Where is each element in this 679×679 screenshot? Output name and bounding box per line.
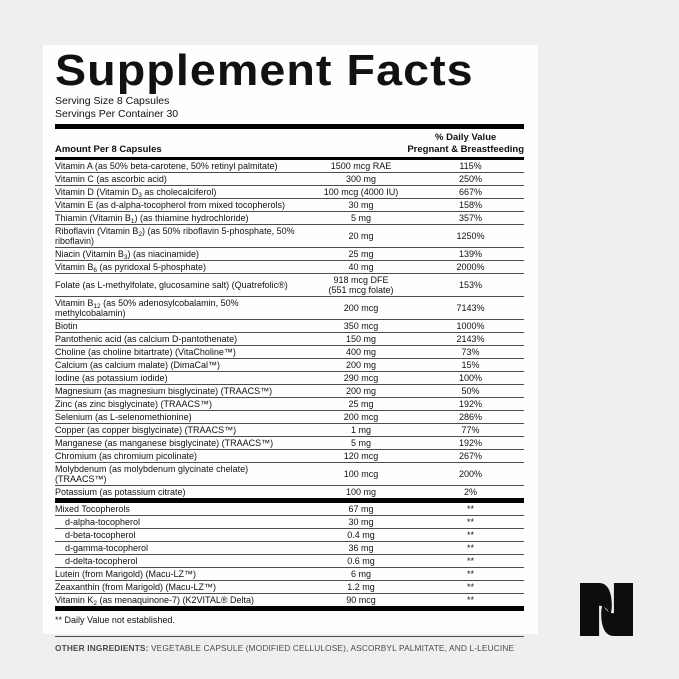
serving-size: Serving Size 8 Capsules [55,95,170,107]
nutrient-name: Choline (as choline bitartrate) (VitaCholine™) [55,347,236,357]
nutrient-daily-value: ** [466,517,474,527]
nutrient-name: Mixed Tocopherols [55,504,130,514]
needed-n-logo-icon [580,583,633,636]
other-ingredients-label: OTHER INGREDIENTS: [55,643,149,653]
nutrient-name: Molybdenum (as molybdenum glycinate chelate) (TRAACS™) [55,464,249,484]
nutrient-name: Zinc (as zinc bisglycinate) (TRAACS™) [55,399,213,409]
nutrient-amount: 67 mg [348,504,374,514]
nutrient-amount: 100 mcg (4000 IU) [323,187,399,197]
nutrient-name: Vitamin $B_{12}$ (as 50% adenosylcobalamin, 50% methylcobalamin) [55,298,239,318]
nutrient-daily-value: 158% [458,200,483,210]
table-row [55,581,524,594]
nutrient-name: Niacin (Vitamin $B_3$) (as niacinamide) [55,249,200,261]
nutrient-daily-value: ** [466,595,474,605]
nutrient-daily-value: 1000% [456,321,485,331]
supplement-facts-label [43,45,538,653]
nutrient-amount: 350 mcg [343,321,379,331]
table-row [55,437,524,450]
nutrient-amount: 90 mcg [346,595,376,605]
nutrient-daily-value: 286% [458,412,483,422]
nutrient-amount: 20 mg [348,231,374,241]
nutrient-amount: 290 mcg [343,373,379,383]
header-daily-value-line1: % Daily Value [435,132,497,143]
table-row [55,199,524,212]
nutrient-name: Vitamin $K_2$ (as menaquinone-7) (K2VITAL® Delta) [55,595,255,607]
table-row [55,261,524,274]
nutrient-daily-value: 2% [463,487,477,497]
table-row [55,297,524,320]
nutrient-daily-value: 139% [458,249,483,259]
table-row [55,450,524,463]
nutrient-name: Vitamin D (Vitamin $D_3$ as cholecalciferol) [55,187,217,199]
nutrient-amount: 1500 mcg RAE [330,161,392,171]
nutrient-amount: 1 mg [350,425,371,435]
header-daily-value-line2: Pregnant & Breastfeeding [407,143,524,155]
table-row [55,411,524,424]
table-row [55,160,524,173]
nutrient-daily-value: 192% [458,399,483,409]
table-row [55,212,524,225]
nutrient-amount: 100 mcg [343,469,379,479]
nutrient-amount: 100 mg [345,487,377,497]
table-row [55,320,524,333]
table-row [55,568,524,581]
nutrient-daily-value: 100% [458,373,483,383]
table-row [55,555,524,568]
table-row [55,385,524,398]
table-row [55,225,524,248]
nutrient-name: Copper (as copper bisglycinate) (TRAACS™) [55,425,237,435]
table-header [55,129,524,157]
nutrient-name: d-beta-tocopherol [65,530,136,540]
divider-bar-thick-bottom [55,606,524,611]
nutrient-amount: 36 mg [348,543,374,553]
nutrient-daily-value: 77% [461,425,480,435]
servings-per-container: Servings Per Container 30 [55,108,179,120]
nutrient-daily-value: 50% [461,386,480,396]
other-ingredients-divider [55,636,524,637]
nutrient-name: Lutein (from Marigold) (Macu-LZ™) [55,569,197,579]
table-row [55,333,524,346]
nutrient-daily-value: 2000% [456,262,485,272]
nutrient-daily-value: ** [466,543,474,553]
nutrient-name: d-delta-tocopherol [65,556,138,566]
nutrient-amount: 120 mcg [343,451,379,461]
nutrient-name: Vitamin E (as d-alpha-tocopherol from mixed tocopherols) [55,200,285,210]
table-row [55,424,524,437]
nutrient-amount: 150 mg [345,334,377,344]
nutrient-name: Selenium (as L-selenomethionine) [55,412,192,422]
nutrient-daily-value: 357% [458,213,483,223]
nutrient-name: Folate (as L-methylfolate, glucosamine salt) (Quatrefolic®) [55,280,288,290]
nutrient-daily-value: ** [466,530,474,540]
nutrient-name: Magnesium (as magnesium bisglycinate) (TRAACS™) [55,386,273,396]
nutrient-amount: 25 mg [348,249,374,259]
nutrient-amount: 30 mg [348,517,374,527]
nutrient-daily-value: 73% [461,347,480,357]
nutrients-table-main [55,160,524,498]
table-row [55,594,524,606]
nutrient-amount: 200 mg [345,360,377,370]
nutrient-name: d-alpha-tocopherol [65,517,141,527]
nutrient-daily-value: ** [466,569,474,579]
nutrient-name: Thiamin (Vitamin $B_1$) (as thiamine hydrochloride) [55,213,249,225]
nutrient-amount: 5 mg [350,438,371,448]
table-row [55,542,524,555]
label-title: Supplement Facts [55,46,474,95]
nutrient-name: Riboflavin (Vitamin $B_2$) (as 50% riboflavin 5-phosphate, 50% riboflavin) [55,226,295,246]
header-amount-per-capsules: Amount Per 8 Capsules [55,144,162,155]
table-row [55,503,524,516]
table-row [55,398,524,411]
table-row [55,529,524,542]
nutrient-name: Vitamin C (as ascorbic acid) [55,174,167,184]
nutrient-amount: 300 mg [345,174,377,184]
nutrient-daily-value: 115% [459,161,482,171]
nutrient-name: Manganese (as manganese bisglycinate) (TRAACS™) [55,438,274,448]
serving-info [55,95,524,121]
nutrient-amount: 25 mg [348,399,374,409]
nutrient-daily-value: 267% [458,451,483,461]
nutrient-amount: 0.4 mg [347,530,375,540]
nutrient-daily-value: 192% [458,438,483,448]
nutrient-daily-value: 153% [458,280,483,290]
table-row [55,372,524,385]
nutrient-daily-value: 2143% [456,334,485,344]
nutrient-amount: 200 mcg [343,303,379,313]
nutrient-amount: 6 mg [350,569,371,579]
nutrient-daily-value: 7143% [456,303,485,313]
table-row [55,516,524,529]
table-row [55,346,524,359]
table-row [55,463,524,486]
nutrient-amount: 30 mg [348,200,374,210]
nutrient-amount: 5 mg [350,213,371,223]
nutrient-name: Calcium (as calcium malate) (DimaCal™) [55,360,221,370]
daily-value-footnote: ** Daily Value not established. [55,615,175,625]
table-row [55,186,524,199]
nutrients-table-secondary [55,503,524,606]
nutrient-name: Biotin [55,321,78,331]
other-ingredients [55,643,524,653]
nutrient-daily-value: ** [466,556,474,566]
nutrient-daily-value: 200% [458,469,483,479]
other-ingredients-text: VEGETABLE CAPSULE (MODIFIED CELLULOSE), ASCORBYL PALMITATE, AND L-LEUCINE [148,643,515,653]
nutrient-daily-value: ** [466,504,474,514]
nutrient-amount: 400 mg [345,347,377,357]
nutrient-name: Zeaxanthin (from Marigold) (Macu-LZ™) [55,582,217,592]
nutrient-amount: 1.2 mg [347,582,375,592]
nutrient-name: Vitamin A (as 50% beta-carotene, 50% retinyl palmitate) [55,161,278,171]
nutrient-name: Potassium (as potassium citrate) [55,487,186,497]
nutrient-amount: 918 mcg DFE (551 mcg folate) [328,275,394,295]
nutrient-name: Iodine (as potassium iodide) [55,373,168,383]
nutrient-amount: 0.6 mg [347,556,375,566]
table-row [55,274,524,297]
table-row [55,359,524,372]
nutrient-amount: 200 mcg [343,412,379,422]
table-row [55,486,524,498]
nutrient-name: Vitamin $B_6$ (as pyridoxal 5-phosphate) [55,262,207,274]
nutrient-daily-value: 250% [458,174,483,184]
nutrient-daily-value: 667% [458,187,483,197]
nutrient-name: Chromium (as chromium picolinate) [55,451,198,461]
nutrient-name: Pantothenic acid (as calcium D-pantothenate) [55,334,238,344]
table-row [55,173,524,186]
nutrient-name: d-gamma-tocopherol [65,543,149,553]
nutrient-daily-value: ** [466,582,474,592]
nutrient-daily-value: 1250% [456,231,485,241]
nutrient-amount: 40 mg [348,262,374,272]
nutrient-daily-value: 15% [461,360,480,370]
nutrient-amount: 200 mg [345,386,377,396]
table-row [55,248,524,261]
header-daily-value [407,132,524,155]
